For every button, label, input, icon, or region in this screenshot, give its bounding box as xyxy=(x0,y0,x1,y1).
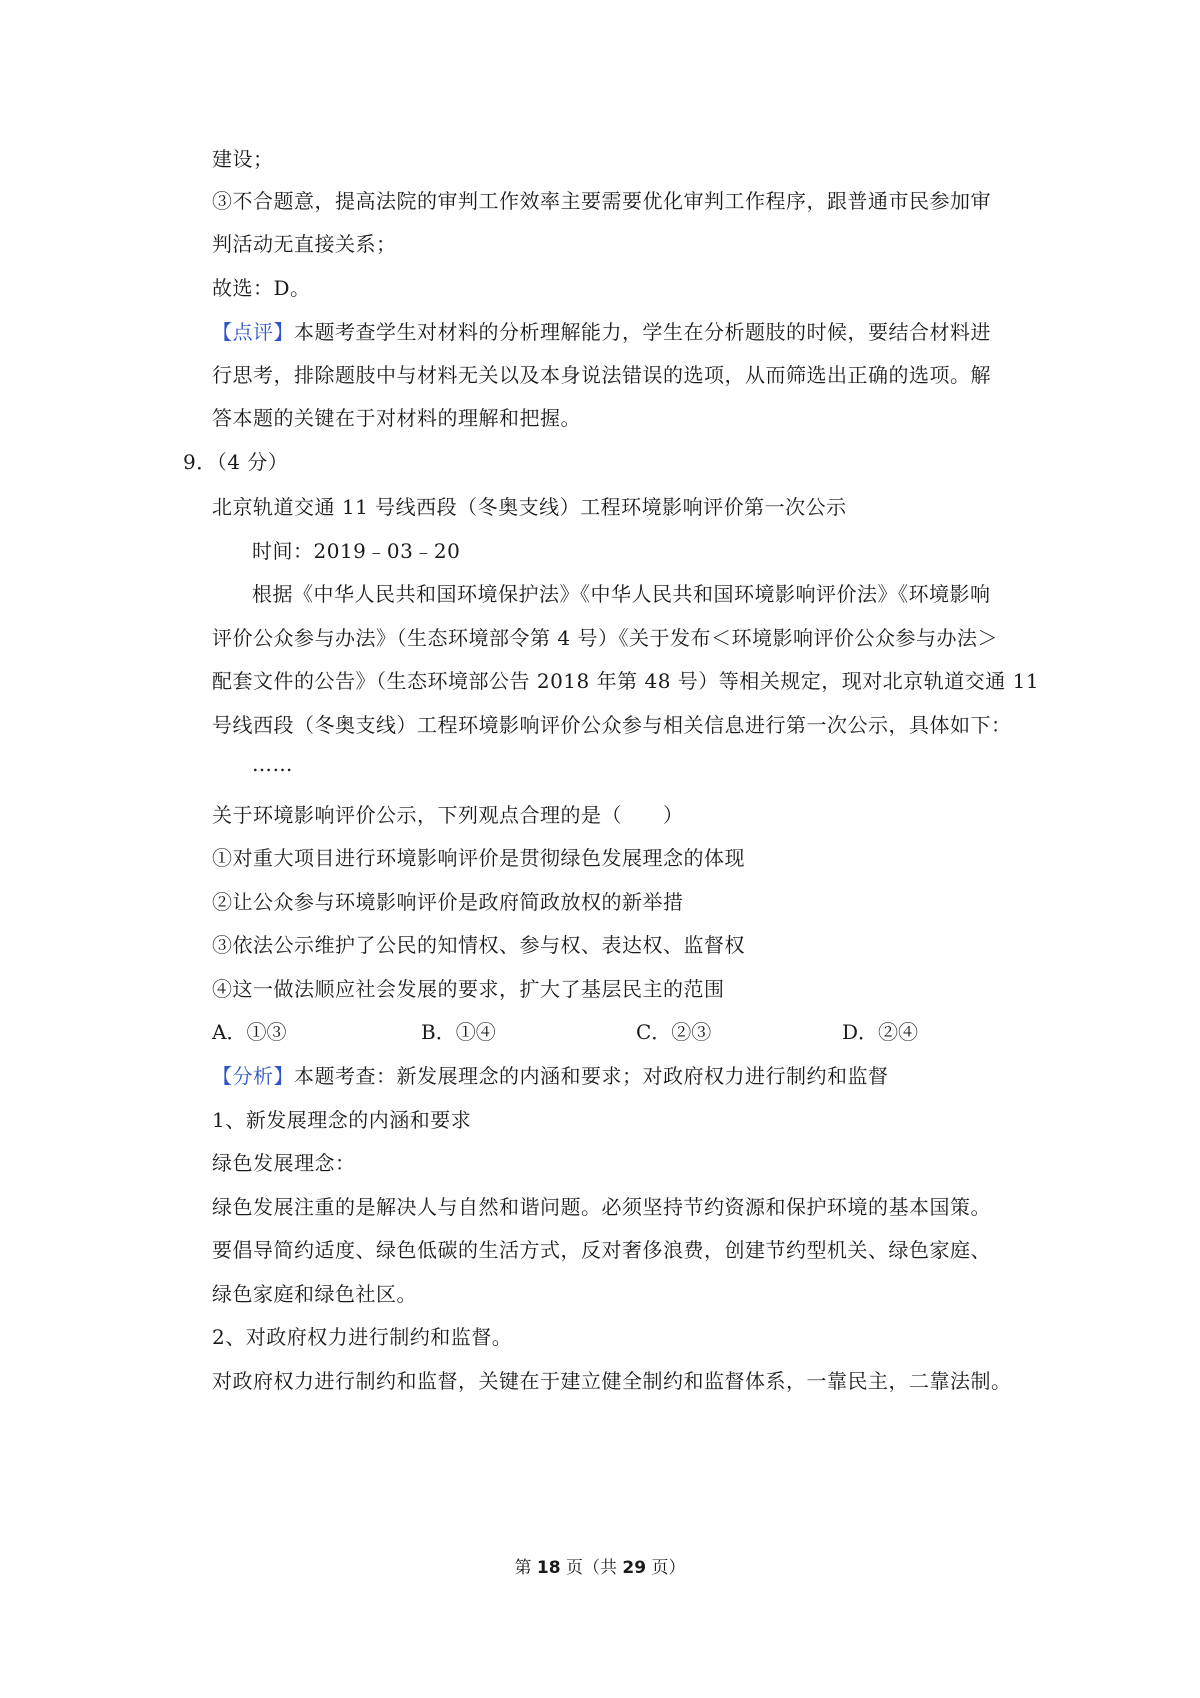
total-page-number: 29 xyxy=(622,1558,647,1578)
text-line: 建设； xyxy=(212,147,274,171)
text-line: 故选：D。 xyxy=(212,276,311,300)
review-line xyxy=(212,318,991,346)
analysis-line: 绿色发展注重的是解决人与自然和谐问题。必须坚持节约资源和保护环境的基本国策。 xyxy=(212,1195,991,1219)
option-b: B．①④ xyxy=(421,1020,496,1044)
notice-time: 时间：2019﹣03﹣20 xyxy=(252,539,461,563)
statement: ③依法公示维护了公民的知情权、参与权、表达权、监督权 xyxy=(212,933,745,957)
notice-body-line: 号线西段（冬奥支线）工程环境影响评价公众参与相关信息进行第一次公示，具体如下： xyxy=(212,713,1012,737)
review-line: 行思考，排除题肢中与材料无关以及本身说法错误的选项，从而筛选出正确的选项。解 xyxy=(212,363,991,387)
analysis-intro: 本题考查：新发展理念的内涵和要求；对政府权力进行制约和监督 xyxy=(294,1064,889,1088)
question-number: 9．（4 分） xyxy=(183,450,289,474)
review-tag: 【点评】 xyxy=(212,320,294,344)
analysis-line: 2、对政府权力进行制约和监督。 xyxy=(212,1325,513,1349)
footer-middle: 页（共 xyxy=(566,1558,617,1578)
analysis-line xyxy=(212,1062,889,1090)
option-c: C．②③ xyxy=(636,1020,712,1044)
analysis-line: 绿色家庭和绿色社区。 xyxy=(212,1282,417,1306)
statement: ②让公众参与环境影响评价是政府简政放权的新举措 xyxy=(212,890,684,914)
statement: ④这一做法顺应社会发展的要求，扩大了基层民主的范围 xyxy=(212,977,725,1001)
question-stem: 关于环境影响评价公示，下列观点合理的是（ ） xyxy=(212,803,684,827)
statement: ①对重大项目进行环境影响评价是贯彻绿色发展理念的体现 xyxy=(212,846,745,870)
analysis-line: 对政府权力进行制约和监督，关键在于建立健全制约和监督体系，一靠民主，二靠法制。 xyxy=(212,1369,1012,1393)
notice-body-line: 根据《中华人民共和国环境保护法》《中华人民共和国环境影响评价法》《环境影响 xyxy=(252,582,991,606)
analysis-line: 绿色发展理念： xyxy=(212,1151,356,1175)
analysis-line: 1、新发展理念的内涵和要求 xyxy=(212,1108,472,1132)
analysis-tag: 【分析】 xyxy=(212,1064,294,1088)
notice-ellipsis: …… xyxy=(252,752,293,776)
review-text: 本题考查学生对材料的分析理解能力，学生在分析题肢的时候，要结合材料进 xyxy=(294,320,991,344)
footer-suffix: 页） xyxy=(651,1558,686,1578)
text-line: 判活动无直接关系； xyxy=(212,232,397,256)
option-d: D．②④ xyxy=(842,1020,919,1044)
footer-prefix: 第 xyxy=(514,1558,532,1578)
option-a: A．①③ xyxy=(212,1020,287,1044)
notice-body-line: 配套文件的公告》（生态环境部公告 2018 年第 48 号）等相关规定，现对北京轨道交通 11 xyxy=(212,669,1040,693)
notice-body-line: 评价公众参与办法》（生态环境部令第 4 号）《关于发布＜环境影响评价公众参与办法＞ xyxy=(212,626,998,650)
page-footer xyxy=(0,1556,1200,1580)
notice-title: 北京轨道交通 11 号线西段（冬奥支线）工程环境影响评价第一次公示 xyxy=(212,495,847,519)
current-page-number: 18 xyxy=(536,1558,561,1578)
analysis-line: 要倡导简约适度、绿色低碳的生活方式，反对奢侈浪费，创建节约型机关、绿色家庭、 xyxy=(212,1238,991,1262)
review-line: 答本题的关键在于对材料的理解和把握。 xyxy=(212,406,581,430)
text-line: ③不合题意，提高法院的审判工作效率主要需要优化审判工作程序，跟普通市民参加审 xyxy=(212,189,991,213)
